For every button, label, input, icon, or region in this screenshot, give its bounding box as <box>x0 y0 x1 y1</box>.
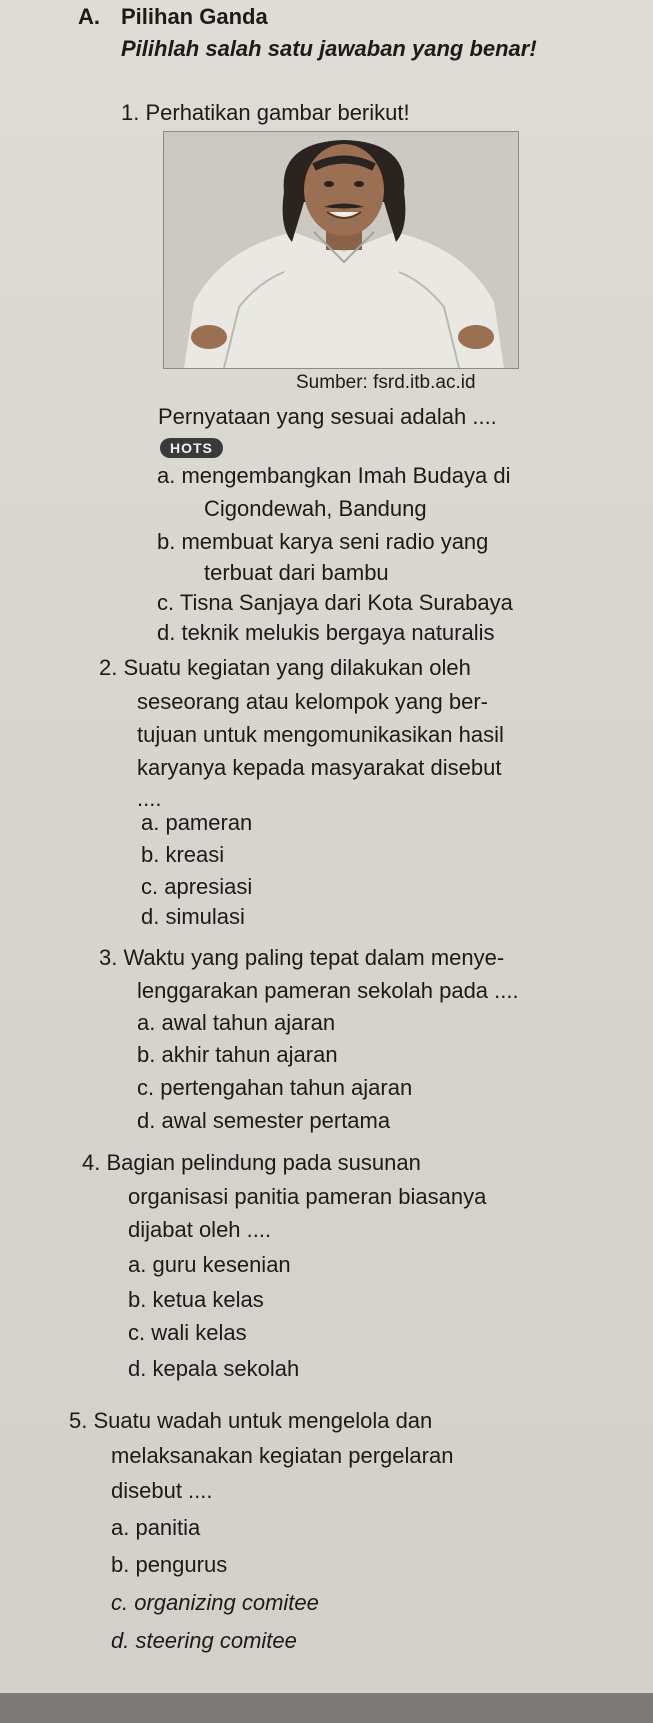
q5-option-c: c. organizing comitee <box>111 1590 319 1615</box>
q2-option-b: b. kreasi <box>141 842 225 867</box>
q4-option-c: c. wali kelas <box>128 1320 247 1345</box>
q4-option-b: b. ketua kelas <box>128 1287 264 1312</box>
q3-option-a: a. awal tahun ajaran <box>137 1010 336 1035</box>
q5-stem-line-2: melaksanakan kegiatan pergelaran <box>111 1443 454 1468</box>
q5-option-b: b. pengurus <box>111 1552 228 1577</box>
q4-option-a: a. guru kesenian <box>128 1252 291 1277</box>
q3-option-b: b. akhir tahun ajaran <box>137 1042 338 1067</box>
page-bottom-edge <box>0 1693 653 1723</box>
q1-option-b-cont: terbuat dari bambu <box>204 560 389 585</box>
q1-image-source: Sumber: fsrd.itb.ac.id <box>296 372 476 393</box>
q4-stem-line-3: dijabat oleh .... <box>128 1217 272 1242</box>
hots-badge: HOTS <box>160 438 223 458</box>
portrait-illustration <box>164 132 518 368</box>
q1-option-a-cont: Cigondewah, Bandung <box>204 496 427 521</box>
q5-option-d: d. steering comitee <box>111 1628 297 1653</box>
q5-option-a: a. panitia <box>111 1515 201 1540</box>
q4-stem-line-2: organisasi panitia pameran biasanya <box>128 1184 487 1209</box>
q2-option-d: d. simulasi <box>141 904 245 929</box>
q1-stem: 1. Perhatikan gambar berikut! <box>121 100 410 125</box>
q3-stem-line-2: lenggarakan pameran sekolah pada .... <box>137 978 519 1003</box>
q2-stem-line-1: 2. Suatu kegiatan yang dilakukan oleh <box>99 655 471 680</box>
q3-option-c: c. pertengahan tahun ajaran <box>137 1075 413 1100</box>
q1-option-d: d. teknik melukis bergaya naturalis <box>157 620 495 645</box>
q1-option-a: a. mengembangkan Imah Budaya di <box>157 463 511 488</box>
q2-option-c: c. apresiasi <box>141 874 253 899</box>
q2-option-a: a. pameran <box>141 810 253 835</box>
section-letter: A. <box>78 4 100 29</box>
q5-stem-line-1: 5. Suatu wadah untuk mengelola dan <box>69 1408 433 1433</box>
q3-option-d: d. awal semester pertama <box>137 1108 391 1133</box>
section-title: Pilihan Ganda <box>121 4 268 29</box>
q2-stem-line-5: .... <box>137 786 162 811</box>
q5-stem-line-3: disebut .... <box>111 1478 213 1503</box>
q2-stem-line-4: karyanya kepada masyarakat disebut <box>137 755 502 780</box>
q3-stem-line-1: 3. Waktu yang paling tepat dalam menye- <box>99 945 505 970</box>
q1-option-c: c. Tisna Sanjaya dari Kota Surabaya <box>157 590 513 615</box>
q1-prompt: Pernyataan yang sesuai adalah .... <box>158 404 497 429</box>
q2-stem-line-2: seseorang atau kelompok yang ber- <box>137 689 488 714</box>
q4-option-d: d. kepala sekolah <box>128 1356 300 1381</box>
q4-stem-line-1: 4. Bagian pelindung pada susunan <box>82 1150 421 1175</box>
instruction: Pilihlah salah satu jawaban yang benar! <box>121 36 537 61</box>
portrait-photo <box>163 131 519 369</box>
q2-stem-line-3: tujuan untuk mengomunikasikan hasil <box>137 722 504 747</box>
q1-option-b: b. membuat karya seni radio yang <box>157 529 489 554</box>
